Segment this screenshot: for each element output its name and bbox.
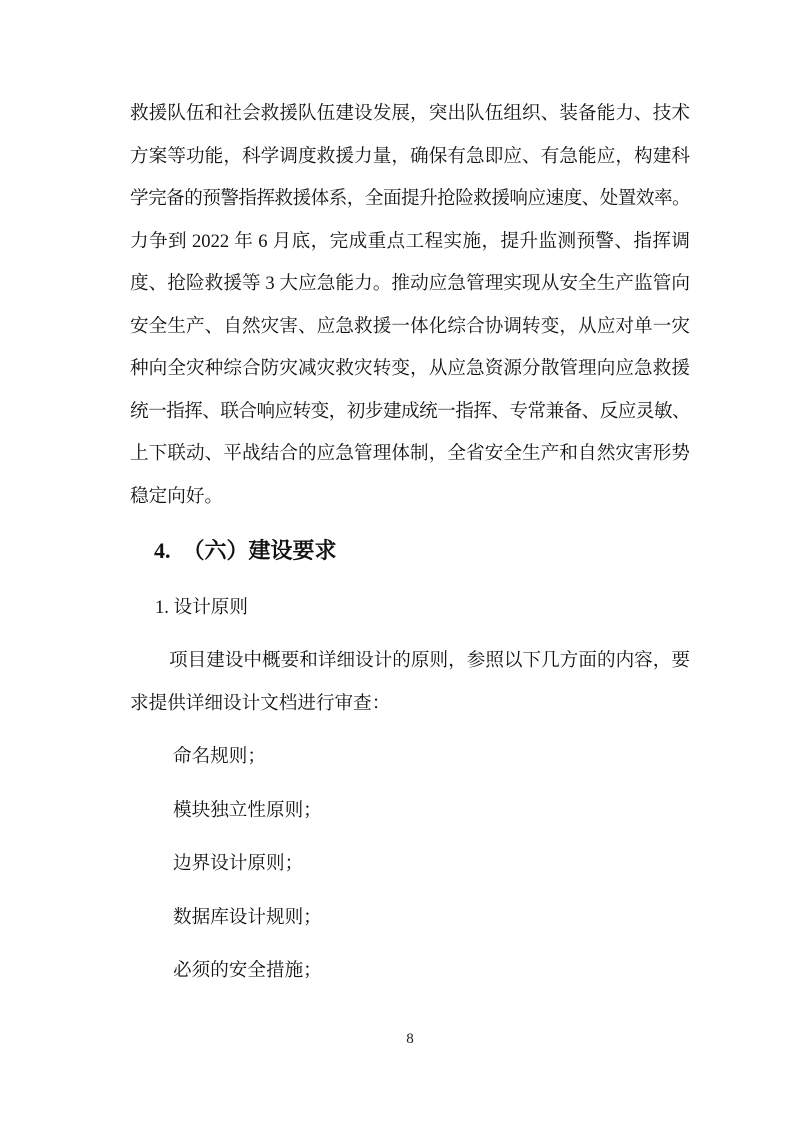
paragraph-line: 学完备的预警指挥救援体系，全面提升抢险救援响应速度、处置效率。 [130, 188, 690, 209]
paragraph-line: 方案等功能，科学调度救援力量，确保有急即应、有急能应，构建科 [130, 145, 690, 167]
paragraph-line: 求提供详细设计文档进行审查： [130, 692, 391, 714]
list-item-module-independence: 模块独立性原则； [173, 799, 322, 821]
list-item-database-design: 数据库设计规则； [173, 906, 322, 928]
list-item-security-measures: 必须的安全措施； [173, 960, 322, 981]
paragraph-line: 项目建设中概要和详细设计的原则，参照以下几方面的内容，要 [169, 650, 690, 671]
page-content [130, 93, 690, 993]
paragraph-line: 上下联动、平战结合的应急管理体制，全省安全生产和自然灾害形势 [130, 443, 690, 464]
main-paragraph [130, 93, 690, 518]
paragraph-line: 种向全灾种综合防灾减灾救灾转变，从应急资源分散管理向应急救援 [130, 358, 690, 379]
section-heading-title: （六）建设要求 [182, 538, 337, 563]
list-item-naming-rules: 命名规则； [173, 746, 266, 767]
paragraph-line: 统一指挥、联合响应转变，初步建成统一指挥、专常兼备、反应灵敏、 [130, 400, 690, 422]
list-item-boundary-design: 边界设计原则； [173, 853, 304, 874]
page-number: 8 [406, 1031, 414, 1047]
design-paragraph [130, 640, 690, 725]
section-heading-number: 4. [154, 538, 171, 563]
section-heading [130, 530, 690, 573]
paragraph-line: 救援队伍和社会救援队伍建设发展，突出队伍组织、装备能力、技术 [130, 103, 690, 124]
paragraph-line: 力争到 2022 年 6 月底，完成重点工程实施，提升监测预警、指挥调 [130, 230, 690, 252]
paragraph-line: 安全生产、自然灾害、应急救援一体化综合协调转变，从应对单一灾 [130, 315, 690, 337]
paragraph-line: 稳定向好。 [130, 485, 223, 507]
subsection-heading: 1. 设计原则 [155, 596, 248, 618]
paragraph-line: 度、抢险救援等 3 大应急能力。推动应急管理实现从安全生产监管向 [130, 273, 690, 294]
